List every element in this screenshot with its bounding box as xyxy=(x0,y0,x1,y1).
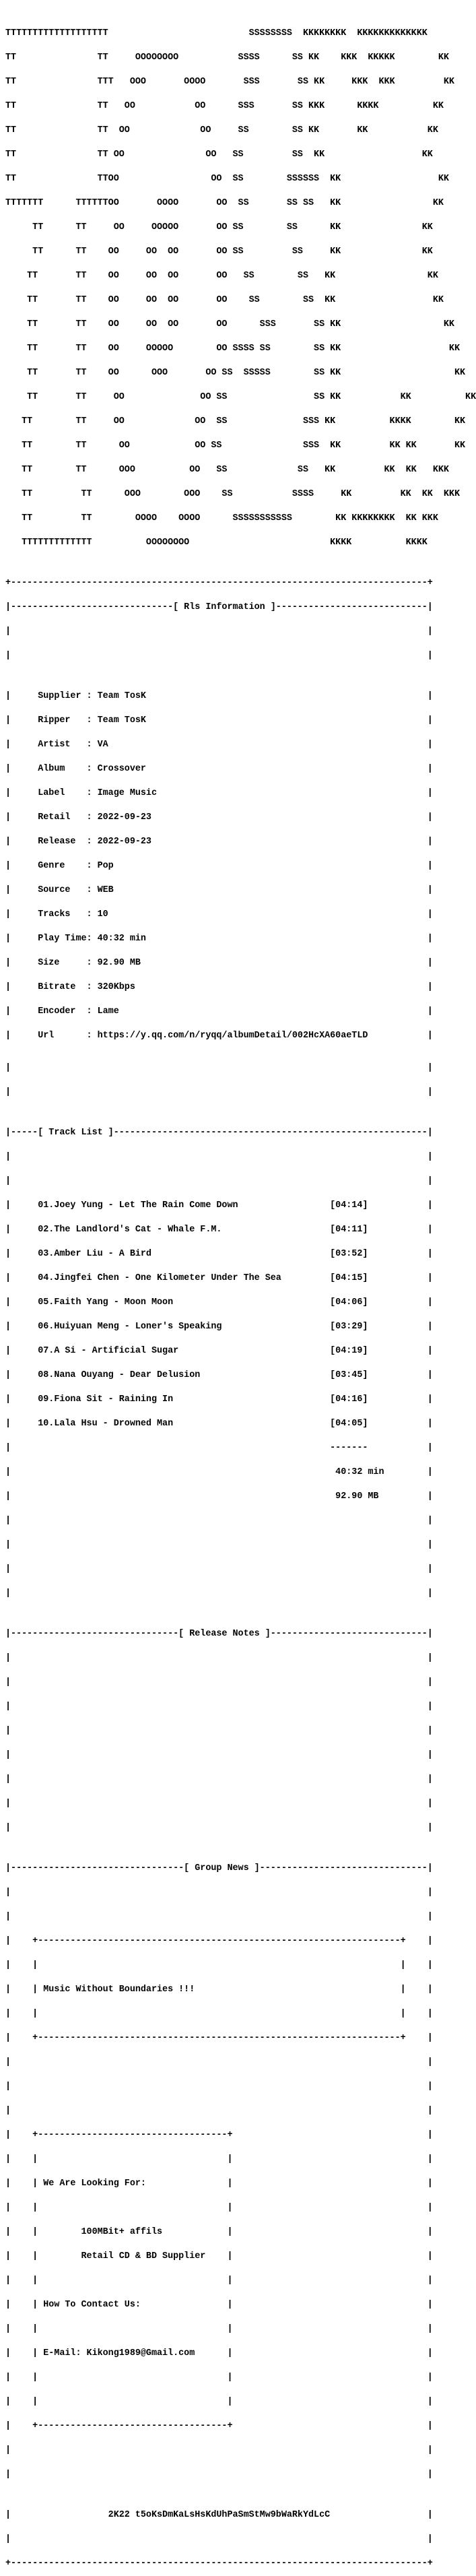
total-play-time: | 40:32 min | xyxy=(5,1467,433,1477)
info-line-size: | Size : 92.90 MB | xyxy=(5,958,433,968)
info-line-play-time: | Play Time: 40:32 min | xyxy=(5,934,433,944)
frame-blank-line: | | xyxy=(5,1912,433,1922)
recruit-box-blank-line: | | | | xyxy=(5,2373,433,2383)
recruit-box-blank-line: | | | | xyxy=(5,2154,433,2164)
news-box-blank-line: | | | | xyxy=(5,2009,433,2019)
frame-blank-line: | | xyxy=(5,1774,433,1784)
frame-blank-line: | | xyxy=(5,1888,433,1898)
info-line-retail: | Retail : 2022-09-23 | xyxy=(5,812,433,823)
track-line: | 02.The Landlord's Cat - Whale F.M. [04:11] | xyxy=(5,1225,433,1235)
track-line: | 01.Joey Yung - Let The Rain Come Down [04:14] | xyxy=(5,1200,433,1211)
logo-line: TT TT OOOO OOOO SSSSSSSSSSS KK KKKKKKKK KK KKK xyxy=(5,513,438,523)
section-header-group-news: |--------------------------------[ Group News ]-------------------------------| xyxy=(5,1863,433,1873)
section-header-rls-information: |------------------------------[ Rls Information ]----------------------------| xyxy=(5,602,433,612)
logo-line: TT TT OO OO OO OO SS SS KK KK xyxy=(5,271,438,281)
frame-blank-line: | | xyxy=(5,1588,433,1599)
track-line: | 05.Faith Yang - Moon Moon [04:06] | xyxy=(5,1297,433,1308)
nfo-document xyxy=(5,5,476,2576)
track-line: | 06.Huiyuan Meng - Loner's Speaking [03:29] | xyxy=(5,1322,433,1332)
frame-top-border: +-----------------------------------------------------------------------------+ xyxy=(5,578,433,588)
info-line-supplier: | Supplier : Team TosK | xyxy=(5,691,433,701)
track-line: | 09.Fiona Sit - Raining In [04:16] | xyxy=(5,1394,433,1405)
recruit-box-line: | | | | xyxy=(5,2276,433,2286)
frame-blank-line: | | xyxy=(5,1063,433,1073)
recruit-box-line: | | E-Mail: Kikong1989@Gmail.com | | xyxy=(5,2348,433,2358)
frame-blank-line: | | xyxy=(5,1087,433,1097)
logo-line: TT TT OO OOO OO SS SSSSS SS KK KK xyxy=(5,368,466,378)
news-box-blank-line: | | | | xyxy=(5,1960,433,1970)
frame-blank-line: | | xyxy=(5,1176,433,1186)
news-box-slogan: | | Music Without Boundaries !!! | | xyxy=(5,1985,433,1995)
frame-blank-line: | | xyxy=(5,1750,433,1760)
section-header-track-list: |-----[ Track List ]----------------------------------------------------------| xyxy=(5,1128,433,1138)
totals-rule: | ------- | xyxy=(5,1443,433,1453)
track-line: | 04.Jingfei Chen - One Kilometer Under The Sea [04:15] | xyxy=(5,1273,433,1283)
track-line: | 10.Lala Hsu - Drowned Man [04:05] | xyxy=(5,1419,433,1429)
frame-blank-line: | | xyxy=(5,1702,433,1712)
logo-line: TT TT OO OO SSS SS KKK KKKK KK xyxy=(5,101,444,111)
frame-blank-line: | | xyxy=(5,1152,433,1162)
info-line-label: | Label : Image Music | xyxy=(5,788,433,798)
logo-line: TT TT OO OO SS SS KK KK xyxy=(5,150,433,160)
logo-line: TT TT OO OOOOO OO SSSS SS SS KK KK xyxy=(5,344,460,354)
news-box-top-border: | +-------------------------------------------------------------------+ | xyxy=(5,1936,433,1946)
info-line-artist: | Artist : VA | xyxy=(5,740,433,750)
info-line-source: | Source : WEB | xyxy=(5,885,433,895)
frame-blank-line: | | xyxy=(5,1677,433,1687)
logo-line: TT TT OO OO SS SSS KK KKKK KK xyxy=(5,416,466,426)
logo-line: TT TT OOOOOOOO SSSS SS KK KKK KKKKK KK xyxy=(5,53,449,63)
recruit-box-line: | | 100MBit+ affils | | xyxy=(5,2227,433,2237)
section-header-release-notes: |-------------------------------[ Release Notes ]-----------------------------| xyxy=(5,1629,433,1639)
frame-blank-line: | | xyxy=(5,1516,433,1526)
recruit-box-top-border: | +-----------------------------------+ | xyxy=(5,2130,433,2140)
track-line: | 08.Nana Ouyang - Dear Delusion [03:45] | xyxy=(5,1370,433,1380)
frame-blank-line: | | xyxy=(5,626,433,637)
logo-line: TT TT OO OO SS SS KK KK KK xyxy=(5,392,476,402)
frame-blank-line: | | xyxy=(5,2106,433,2116)
frame-blank-line: | | xyxy=(5,2057,433,2067)
frame-blank-line: | | xyxy=(5,1726,433,1736)
logo-line: TT TT OO OO OO OO SSS SS KK KK xyxy=(5,319,454,329)
footer-signature: | 2K22 t5oKsDmKaLsHsKdUhPaSmStMw9bWaRkYdLcC | xyxy=(5,2510,433,2520)
info-line-bitrate: | Bitrate : 320Kbps | xyxy=(5,982,433,992)
info-line-url: | Url : https://y.qq.com/n/ryqq/albumDetail/002HcXA60aeTLD | xyxy=(5,1031,433,1041)
logo-line: TT TT OO OO SS SSS KK KK KK KK xyxy=(5,441,466,451)
total-size: | 92.90 MB | xyxy=(5,1491,433,1502)
logo-line: TTTTTTTTTTTTT OOOOOOOO KKKK KKKK xyxy=(5,538,428,548)
logo-line: TT TT OOO OOO SS SSSS KK KK KK KKK xyxy=(5,489,460,499)
logo-line: TTTTTTT TTTTTTOO OOOO OO SS SS SS KK KK xyxy=(5,198,444,208)
frame-blank-line: | | xyxy=(5,1799,433,1809)
info-line-tracks: | Tracks : 10 | xyxy=(5,909,433,920)
logo-line: TT TT OO OO OO OO SS SS KK KK xyxy=(5,295,444,305)
news-box-bottom-border: | +-------------------------------------------------------------------+ | xyxy=(5,2033,433,2043)
frame-blank-line: | | xyxy=(5,2082,433,2092)
frame-blank-line: | | xyxy=(5,1564,433,1574)
frame-blank-line: | | xyxy=(5,2445,433,2455)
frame-blank-line: | | xyxy=(5,1653,433,1663)
info-line-genre: | Genre : Pop | xyxy=(5,861,433,871)
recruit-box-line: | | | | xyxy=(5,2324,433,2334)
info-line-album: | Album : Crossover | xyxy=(5,764,433,774)
info-line-ripper: | Ripper : Team TosK | xyxy=(5,715,433,726)
recruit-box-line: | | Retail CD & BD Supplier | | xyxy=(5,2251,433,2261)
recruit-box-bottom-border: | +-----------------------------------+ | xyxy=(5,2421,433,2431)
logo-line: TTTTTTTTTTTTTTTTTTT SSSSSSSS KKKKKKKK KKKKKKKKKKKKK xyxy=(5,28,428,38)
frame-blank-line: | | xyxy=(5,651,433,661)
recruit-box-blank-line: | | | | xyxy=(5,2397,433,2407)
track-line: | 07.A Si - Artificial Sugar [04:19] | xyxy=(5,1346,433,1356)
logo-line: TT TT OOO OO SS SS KK KK KK KKK xyxy=(5,465,449,475)
logo-line: TT TT OO OO SS SS KK KK KK xyxy=(5,125,438,135)
frame-blank-line: | | xyxy=(5,1540,433,1550)
track-line: | 03.Amber Liu - A Bird [03:52] | xyxy=(5,1249,433,1259)
recruit-box-line: | | How To Contact Us: | | xyxy=(5,2300,433,2310)
logo-line: TT TT OO OO OO OO SS SS KK KK xyxy=(5,247,433,257)
info-line-release: | Release : 2022-09-23 | xyxy=(5,837,433,847)
info-line-encoder: | Encoder : Lame | xyxy=(5,1006,433,1017)
frame-blank-line: | | xyxy=(5,2534,433,2544)
recruit-box-line: | | We Are Looking For: | | xyxy=(5,2179,433,2189)
frame-bottom-border: +-----------------------------------------------------------------------------+ xyxy=(5,2558,433,2569)
logo-line: TT TTT OOO OOOO SSS SS KK KKK KKK KK xyxy=(5,77,454,87)
frame-blank-line: | | xyxy=(5,2470,433,2480)
recruit-box-line: | | | | xyxy=(5,2203,433,2213)
logo-line: TT TTOO OO SS SSSSSS KK KK xyxy=(5,174,449,184)
frame-blank-line: | | xyxy=(5,1823,433,1833)
logo-line: TT TT OO OOOOO OO SS SS KK KK xyxy=(5,222,433,232)
